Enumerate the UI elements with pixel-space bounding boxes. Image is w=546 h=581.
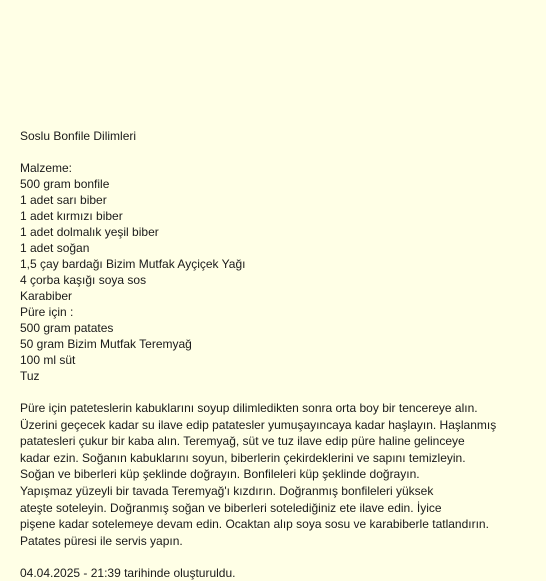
ingredients-label: Malzeme: [20, 161, 73, 175]
ingredient-item: 500 gram patates [20, 321, 114, 335]
ingredient-item: Püre için : [20, 305, 74, 319]
recipe-document [20, 128, 520, 581]
recipe-title: Soslu Bonfile Dilimleri [20, 129, 137, 143]
created-timestamp: 04.04.2025 - 21:39 tarihinde oluşturuldu. [20, 566, 236, 581]
ingredient-item: 1 adet sarı biber [20, 193, 107, 207]
ingredient-item: 1 adet kırmızı biber [20, 209, 123, 223]
ingredients-list [20, 176, 520, 384]
ingredient-item: 1,5 çay bardağı Bizim Mutfak Ayçiçek Yağı [20, 257, 246, 271]
ingredient-item: 100 ml süt [20, 353, 76, 367]
recipe-instructions: Püre için pateteslerin kabuklarını soyup dilimledikten sonra orta boy bir tencereye alın. Üzerini geçecek kadar su ilave edip patatesler yumuşayıncaya kadar haşlayın. Haşlanmış patatesleri çukur bir kaba alın. Teremyağ, süt ve tuz ilave edip püre haline gelinceye kadar ezin. Soğanın kabuklarını soyun, biberlerin çekirdeklerini ve sapını temizleyin. Soğan ve biberleri küp şeklinde doğrayın. Bonfileleri küp şeklinde doğrayın. Yapışmaz yüzeyli bir tavada Teremyağ'ı kızdırın. Doğranmış bonfileleri yüksek ateşte soteleyin. Doğranmış soğan ve biberleri sotelediğiniz ete ilave edin. İyice pişene kadar sotelemeye devam edin. Ocaktan alıp soya sosu ve karabiberle tatlandırın. Patates püresi ile servis yapın. [20, 401, 497, 548]
ingredient-item: 4 çorba kaşığı soya sos [20, 273, 147, 287]
ingredient-item: 1 adet dolmalık yeşil biber [20, 225, 159, 239]
ingredient-item: 50 gram Bizim Mutfak Teremyağ [20, 337, 192, 351]
ingredient-item: Tuz [20, 369, 40, 383]
ingredient-item: 1 adet soğan [20, 241, 90, 255]
ingredient-item: 500 gram bonfile [20, 177, 110, 191]
ingredient-item: Karabiber [20, 289, 73, 303]
